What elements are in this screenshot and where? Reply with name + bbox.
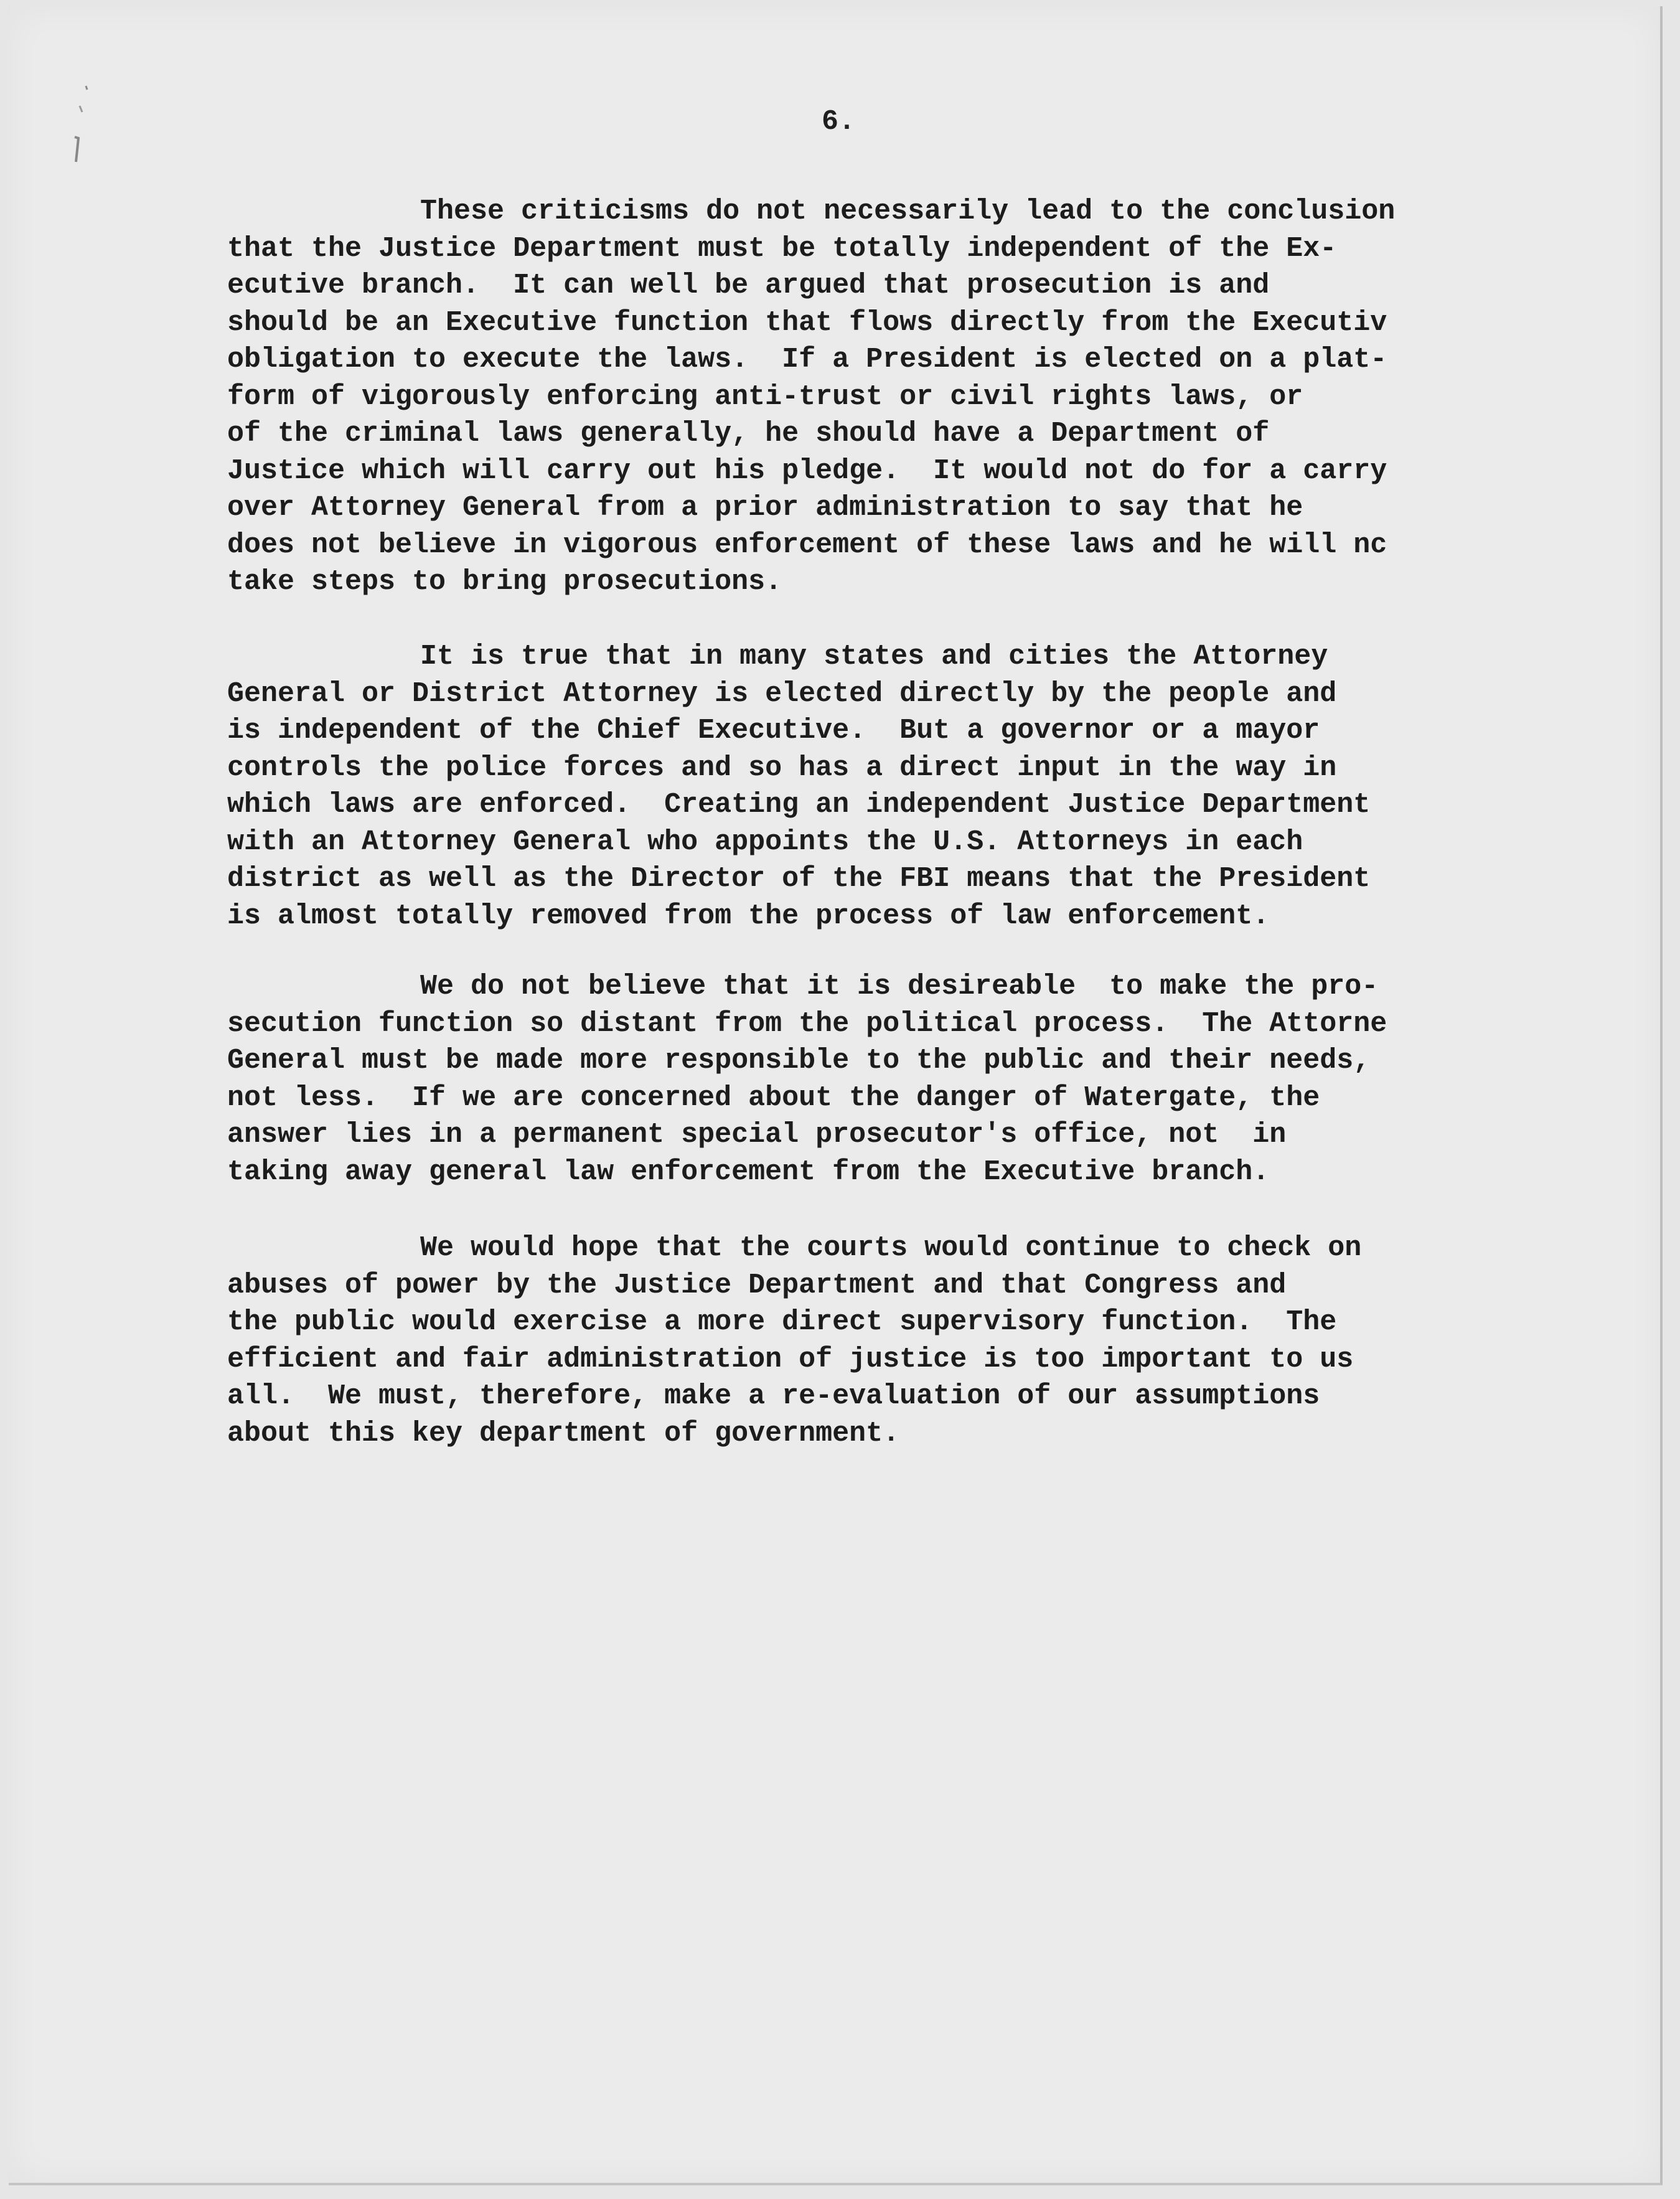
paragraph-4 bbox=[227, 1230, 1659, 1452]
paragraph-line: does not believe in vigorous enforcement of these laws and he will nc bbox=[227, 529, 1387, 561]
paragraph-line: General must be made more responsible to the public and their needs, bbox=[227, 1045, 1371, 1076]
paragraph-1 bbox=[227, 193, 1659, 601]
paragraph-line: should be an Executive function that flows directly from the Executiv bbox=[227, 306, 1387, 339]
paragraph-line: which laws are enforced. Creating an independent Justice Department bbox=[227, 789, 1371, 821]
paragraph-line: secution function so distant from the political process. The Attorne bbox=[227, 1007, 1387, 1040]
paragraph-line: that the Justice Department must be totally independent of the Ex- bbox=[227, 232, 1337, 265]
paragraph-line: all. We must, therefore, make a re-evaluation of our assumptions bbox=[227, 1380, 1320, 1412]
paragraph-line: abuses of power by the Justice Department and that Congress and bbox=[227, 1269, 1287, 1301]
paragraph-line: Justice which will carry out his pledge. It would not do for a carry bbox=[227, 454, 1387, 487]
paragraph-line: answer lies in a permanent special prosecutor's office, not in bbox=[227, 1119, 1287, 1151]
paragraph-line: take steps to bring prosecutions. bbox=[227, 566, 782, 598]
paragraph-2 bbox=[227, 638, 1659, 935]
paragraph-line: form of vigorously enforcing anti-trust or civil rights laws, or bbox=[227, 380, 1303, 413]
paragraph-line: is independent of the Chief Executive. But a governor or a mayor bbox=[227, 715, 1320, 746]
paragraph-line: ecutive branch. It can well be argued that prosecution is and bbox=[227, 270, 1270, 301]
paragraph-line: These criticisms do not necessarily lead to the conclusion bbox=[420, 195, 1396, 227]
paragraph-line: is almost totally removed from the process of law enforcement. bbox=[227, 900, 1270, 932]
paragraph-line: We do not believe that it is desireable to make the pro- bbox=[420, 971, 1379, 1002]
paragraph-line: with an Attorney General who appoints the U.S. Attorneys in each bbox=[227, 826, 1303, 858]
paragraph-3 bbox=[227, 968, 1659, 1190]
paragraph-line: efficient and fair administration of justice is too important to us bbox=[227, 1343, 1354, 1375]
paragraph-line: It is true that in many states and cities the Attorney bbox=[420, 641, 1328, 672]
paragraph-line: controls the police forces and so has a direct input in the way in bbox=[227, 751, 1337, 784]
paragraph-line: district as well as the Director of the FBI means that the President bbox=[227, 863, 1371, 895]
page-number: 6. bbox=[822, 106, 856, 138]
paragraph-line: about this key department of government. bbox=[227, 1417, 900, 1449]
paragraph-line: not less. If we are concerned about the danger of Watergate, the bbox=[227, 1081, 1320, 1114]
paragraph-line: taking away general law enforcement from the Executive branch. bbox=[227, 1156, 1270, 1188]
paragraph-line: obligation to execute the laws. If a President is elected on a plat- bbox=[227, 344, 1387, 375]
paragraph-line: of the criminal laws generally, he should have a Department of bbox=[227, 418, 1270, 450]
paragraph-line: We would hope that the courts would continue to check on bbox=[420, 1232, 1362, 1264]
paragraph-line: the public would exercise a more direct supervisory function. The bbox=[227, 1306, 1337, 1338]
pencil-mark-icon bbox=[68, 81, 93, 174]
paragraph-line: General or District Attorney is elected directly by the people and bbox=[227, 677, 1337, 710]
paragraph-line: over Attorney General from a prior administration to say that he bbox=[227, 492, 1303, 524]
